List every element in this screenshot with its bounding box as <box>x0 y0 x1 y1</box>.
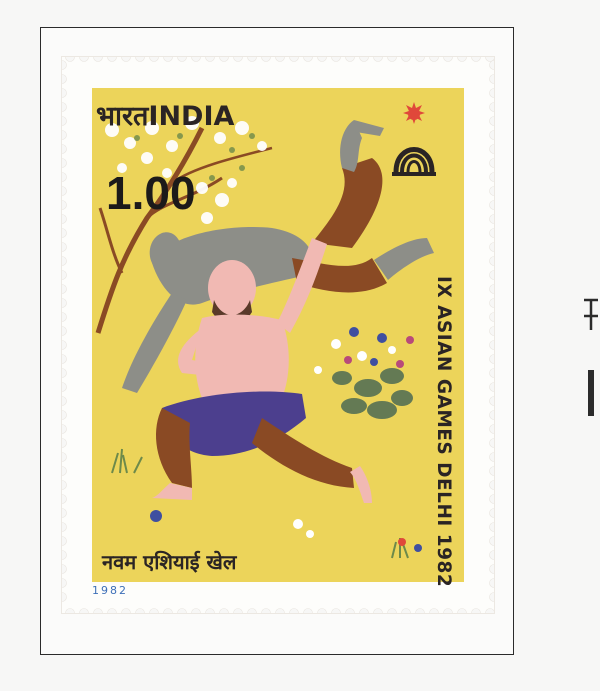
imprint-year: 1982 <box>92 584 128 597</box>
denomination-value: 1.00 <box>106 167 196 219</box>
event-title: IX ASIAN GAMES DELHI 1982 <box>433 276 454 588</box>
stamp-artwork <box>92 88 464 588</box>
country-name: भारतINDIA <box>96 101 235 132</box>
wrestlers-illustration <box>92 88 464 588</box>
small-flowers-icon <box>150 510 422 552</box>
grass-icon <box>112 449 408 558</box>
page-edge-marks <box>580 290 600 420</box>
hindi-caption: नवम एशियाई खेल <box>102 550 237 574</box>
flower-bush-icon <box>314 327 414 419</box>
asian-games-emblem <box>392 102 436 176</box>
